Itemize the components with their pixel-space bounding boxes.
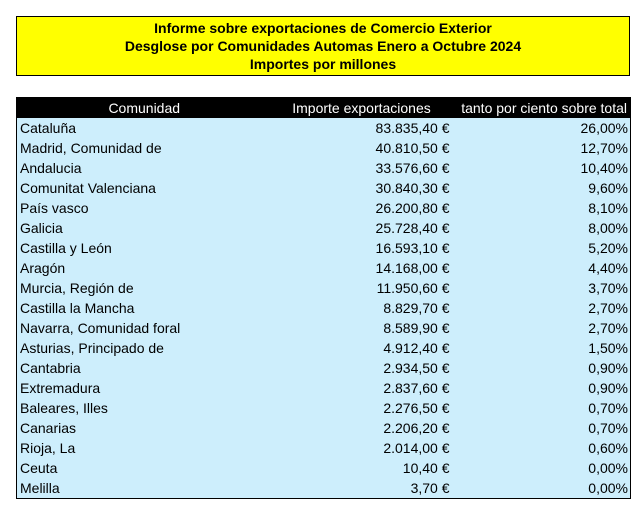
header-comunidad: Comunidad bbox=[17, 98, 272, 119]
cell-porcentaje: 9,60% bbox=[452, 178, 631, 198]
cell-porcentaje: 4,40% bbox=[452, 258, 631, 278]
cell-importe: 33.576,60 € bbox=[272, 158, 452, 178]
cell-comunidad: Extremadura bbox=[17, 378, 272, 398]
cell-porcentaje: 2,70% bbox=[452, 318, 631, 338]
cell-importe: 8.589,90 € bbox=[272, 318, 452, 338]
table-row bbox=[17, 258, 631, 278]
cell-comunidad: Ceuta bbox=[17, 458, 272, 478]
cell-porcentaje: 0,00% bbox=[452, 458, 631, 478]
cell-porcentaje: 0,60% bbox=[452, 438, 631, 458]
cell-comunidad: Cantabria bbox=[17, 358, 272, 378]
report-subtitle: Desglose por Comunidades Automas Enero a Octubre 2024 bbox=[124, 38, 522, 54]
cell-porcentaje: 5,20% bbox=[452, 238, 631, 258]
cell-importe: 4.912,40 € bbox=[272, 338, 452, 358]
cell-importe: 2.206,20 € bbox=[272, 418, 452, 438]
cell-importe: 30.840,30 € bbox=[272, 178, 452, 198]
table-row bbox=[17, 158, 631, 178]
table-header bbox=[17, 98, 631, 119]
cell-comunidad: Melilla bbox=[17, 478, 272, 499]
cell-importe: 83.835,40 € bbox=[272, 118, 452, 138]
cell-porcentaje: 0,90% bbox=[452, 358, 631, 378]
cell-comunidad: País vasco bbox=[17, 198, 272, 218]
cell-importe: 26.200,80 € bbox=[272, 198, 452, 218]
cell-comunidad: Murcia, Región de bbox=[17, 278, 272, 298]
cell-importe: 40.810,50 € bbox=[272, 138, 452, 158]
cell-comunidad: Cataluña bbox=[17, 118, 272, 138]
cell-porcentaje: 0,90% bbox=[452, 378, 631, 398]
header-porcentaje: tanto por ciento sobre total bbox=[452, 98, 631, 119]
header-row bbox=[17, 98, 631, 119]
cell-porcentaje: 12,70% bbox=[452, 138, 631, 158]
cell-importe: 8.829,70 € bbox=[272, 298, 452, 318]
table-row bbox=[17, 138, 631, 158]
table-row bbox=[17, 318, 631, 338]
exports-table bbox=[16, 97, 631, 499]
report-units-note: Importes por millones bbox=[249, 56, 397, 72]
cell-importe: 2.014,00 € bbox=[272, 438, 452, 458]
cell-comunidad: Asturias, Principado de bbox=[17, 338, 272, 358]
table-row bbox=[17, 358, 631, 378]
table-row bbox=[17, 218, 631, 238]
cell-porcentaje: 8,00% bbox=[452, 218, 631, 238]
cell-porcentaje: 8,10% bbox=[452, 198, 631, 218]
table-row bbox=[17, 338, 631, 358]
cell-importe: 2.276,50 € bbox=[272, 398, 452, 418]
table-row bbox=[17, 118, 631, 138]
cell-porcentaje: 0,00% bbox=[452, 478, 631, 499]
table-row bbox=[17, 398, 631, 418]
cell-comunidad: Comunitat Valenciana bbox=[17, 178, 272, 198]
cell-porcentaje: 3,70% bbox=[452, 278, 631, 298]
cell-importe: 2.934,50 € bbox=[272, 358, 452, 378]
cell-porcentaje: 26,00% bbox=[452, 118, 631, 138]
cell-comunidad: Castilla la Mancha bbox=[17, 298, 272, 318]
cell-importe: 11.950,60 € bbox=[272, 278, 452, 298]
cell-comunidad: Baleares, Illes bbox=[17, 398, 272, 418]
cell-porcentaje: 0,70% bbox=[452, 418, 631, 438]
cell-importe: 10,40 € bbox=[272, 458, 452, 478]
table-row bbox=[17, 378, 631, 398]
table-body bbox=[17, 118, 631, 499]
cell-importe: 16.593,10 € bbox=[272, 238, 452, 258]
table-row bbox=[17, 438, 631, 458]
table-row bbox=[17, 198, 631, 218]
table-row bbox=[17, 178, 631, 198]
cell-porcentaje: 10,40% bbox=[452, 158, 631, 178]
cell-comunidad: Galicia bbox=[17, 218, 272, 238]
cell-comunidad: Aragón bbox=[17, 258, 272, 278]
cell-importe: 3,70 € bbox=[272, 478, 452, 499]
report-title: Informe sobre exportaciones de Comercio Exterior bbox=[154, 20, 492, 36]
table-row bbox=[17, 298, 631, 318]
cell-importe: 25.728,40 € bbox=[272, 218, 452, 238]
cell-porcentaje: 1,50% bbox=[452, 338, 631, 358]
cell-porcentaje: 0,70% bbox=[452, 398, 631, 418]
report-title-box bbox=[16, 16, 630, 76]
table-row bbox=[17, 458, 631, 478]
cell-importe: 2.837,60 € bbox=[272, 378, 452, 398]
header-importe: Importe exportaciones bbox=[272, 98, 452, 119]
cell-comunidad: Andalucia bbox=[17, 158, 272, 178]
cell-comunidad: Castilla y León bbox=[17, 238, 272, 258]
table-row bbox=[17, 478, 631, 499]
cell-comunidad: Navarra, Comunidad foral bbox=[17, 318, 272, 338]
cell-porcentaje: 2,70% bbox=[452, 298, 631, 318]
table-row bbox=[17, 418, 631, 438]
cell-comunidad: Rioja, La bbox=[17, 438, 272, 458]
table-row bbox=[17, 278, 631, 298]
cell-comunidad: Canarias bbox=[17, 418, 272, 438]
cell-importe: 14.168,00 € bbox=[272, 258, 452, 278]
table-row bbox=[17, 238, 631, 258]
cell-comunidad: Madrid, Comunidad de bbox=[17, 138, 272, 158]
